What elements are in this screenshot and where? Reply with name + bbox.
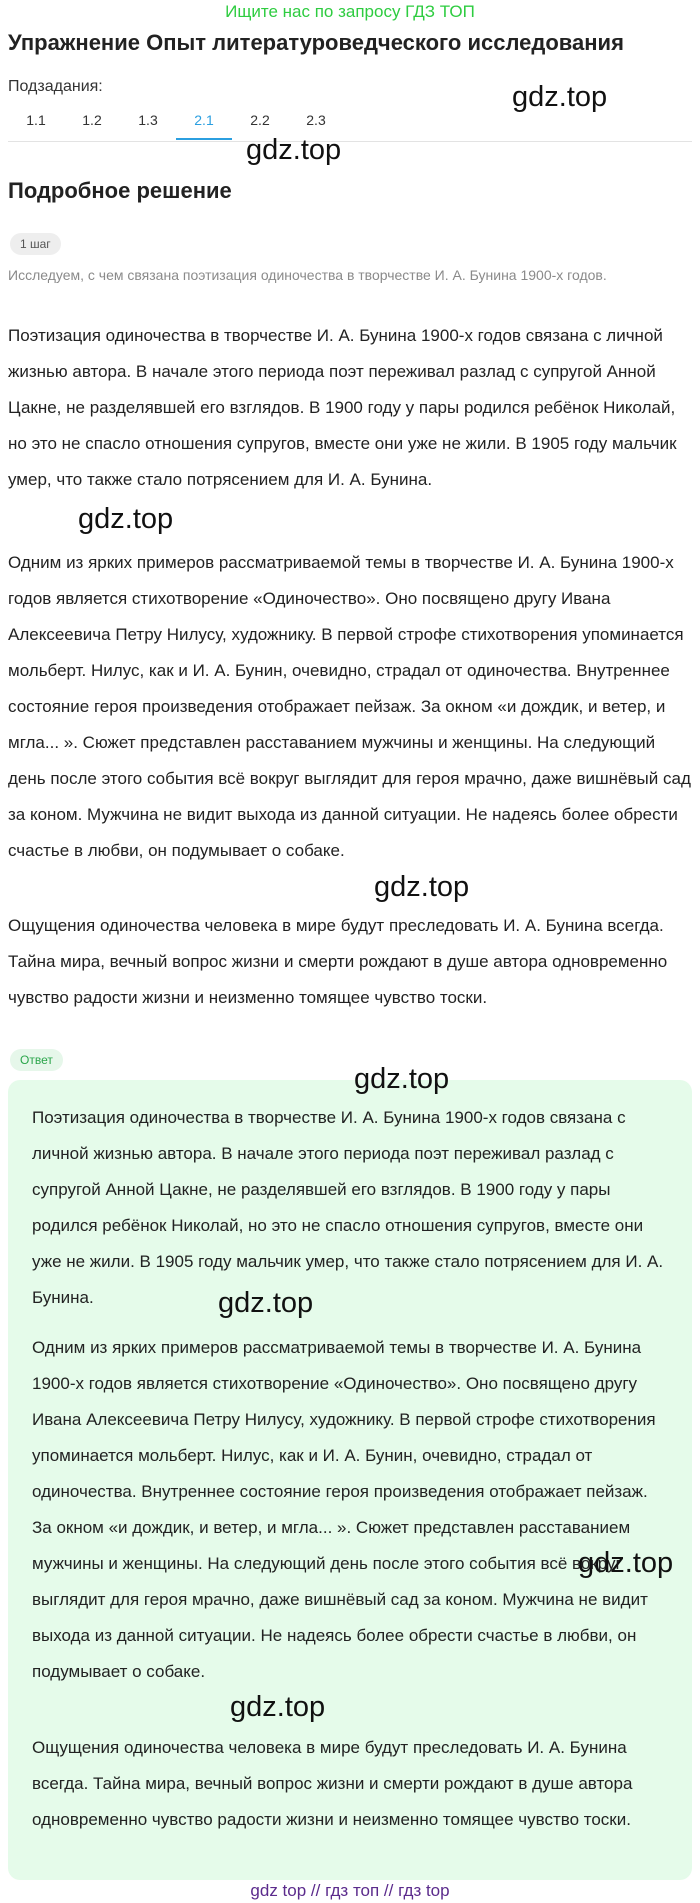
- watermark: gdz.top: [78, 503, 174, 535]
- answer-text: Поэтизация одиночества в творчестве И. А. Бунина 1900-х годов связана с личной жизнью автора. В начале этого периода поэт переживал разлад с супругой Анной Цакне, не разделявшей его взглядов. В 1900 году у пары родился ребёнок Николай, но это не спасло отношения супругов, вместе они уже не жили. В 1905 году мальчик умер, что также стало потрясением для И. А. Бунина.: [32, 1108, 664, 1307]
- watermark: gdz.top: [374, 871, 470, 903]
- answer-paragraph-1: [32, 1100, 672, 1322]
- tab-2-1[interactable]: 2.1: [176, 108, 232, 140]
- answer-text: Ощущения одиночества человека в мире будут преследовать И. А. Бунина всегда. Тайна мира, вечный вопрос жизни и смерти рождают в душе автора одновременно чувство радости жизни и неизменно томящее чувство тоски.: [32, 1738, 633, 1829]
- solution-text: Ощущения одиночества человека в мире будут преследовать И. А. Бунина всегда. Тайна мира, вечный вопрос жизни и смерти рождают в душе автора одновременно чувство радости жизни и неизменно томящее чувство тоски.: [8, 916, 668, 1007]
- tab-2-2[interactable]: 2.2: [250, 112, 270, 128]
- solution-paragraph-2: [8, 545, 692, 874]
- solution-text: Одним из ярких примеров рассматриваемой темы в творчестве И. А. Бунина 1900-х годов является стихотворение «Одиночество». Оно посвящено другу Ивана Алексеевича Петру Нилусу, художнику. В первой строфе стихотворения упоминается мольберт. Нилус, как и И. А. Бунин, очевидно, страдал от одиночества. Внутреннее состояние героя произведения отображает пейзаж. За окном «и дождик, и ветер, и мгла... ». Сюжет представлен расставанием мужчины и женщины. На следующий день после этого события всё вокруг выглядит для героя мрачно, даже вишнёвый сад за коном. Мужчина не видит выхода из данной ситуации. Не надеясь более обрести счастье в любви, он подумывает о собаке.: [8, 553, 691, 860]
- answer-paragraph-3: [32, 1730, 672, 1844]
- watermark: gdz.top: [354, 1063, 450, 1095]
- answer-text: Одним из ярких примеров рассматриваемой темы в творчестве И. А. Бунина 1900-х годов является стихотворение «Одиночество». Оно посвящено другу Ивана Алексеевича Петру Нилусу, художнику. В первой строфе стихотворения упоминается мольберт. Нилус, как и И. А. Бунин, очевидно, страдал от одиночества. Внутреннее состояние героя произведения отображает пейзаж. За окном «и дождик, и ветер, и мгла... ». Сюжет представлен расставанием мужчины и женщины. На следующий день после этого события всё вокруг выглядит для героя мрачно, даже вишнёвый сад за коном. Мужчина не видит выхода из данной ситуации. Не надеясь более обрести счастье в любви, он подумывает о собаке.: [32, 1338, 656, 1681]
- solution-paragraph-1: [8, 318, 692, 503]
- watermark: gdz.top: [218, 1287, 314, 1319]
- solution-text: Поэтизация одиночества в творчестве И. А. Бунина 1900-х годов связана с личной жизнью автора. В начале этого периода поэт переживал разлад с супругой Анной Цакне, не разделявшей его взглядов. В 1900 году у пары родился ребёнок Николай, но это не спасло отношения супругов, вместе они уже не жили. В 1905 году мальчик умер, что также стало потрясением для И. А. Бунина.: [8, 326, 677, 489]
- footer-links[interactable]: gdz top // гдз топ // гдз top: [250, 1881, 450, 1900]
- section-title: Подробное решение: [8, 178, 232, 203]
- answer-paragraph-2: [32, 1330, 672, 1696]
- tab-1-2[interactable]: 1.2: [82, 112, 102, 128]
- watermark: gdz.top: [230, 1691, 326, 1723]
- tab-1-3[interactable]: 1.3: [138, 112, 158, 128]
- step-hint: Исследуем, с чем связана поэтизация одиночества в творчестве И. А. Бунина 1900-х годов.: [8, 267, 607, 283]
- watermark: gdz.top: [246, 134, 342, 166]
- tab-1-1[interactable]: 1.1: [26, 112, 46, 128]
- solution-paragraph-3: [8, 908, 692, 1021]
- subtasks-label: Подзадания:: [8, 78, 103, 95]
- tab-2-3[interactable]: 2.3: [306, 112, 326, 128]
- page-title: Упражнение Опыт литературоведческого исследования: [8, 30, 624, 55]
- step-badge: 1 шаг: [10, 233, 61, 255]
- search-banner: Ищите нас по запросу ГДЗ ТОП: [225, 2, 475, 21]
- tabs-divider: [8, 141, 692, 142]
- watermark: gdz.top: [578, 1547, 674, 1579]
- answer-badge: Ответ: [10, 1049, 63, 1071]
- watermark: gdz.top: [512, 81, 608, 113]
